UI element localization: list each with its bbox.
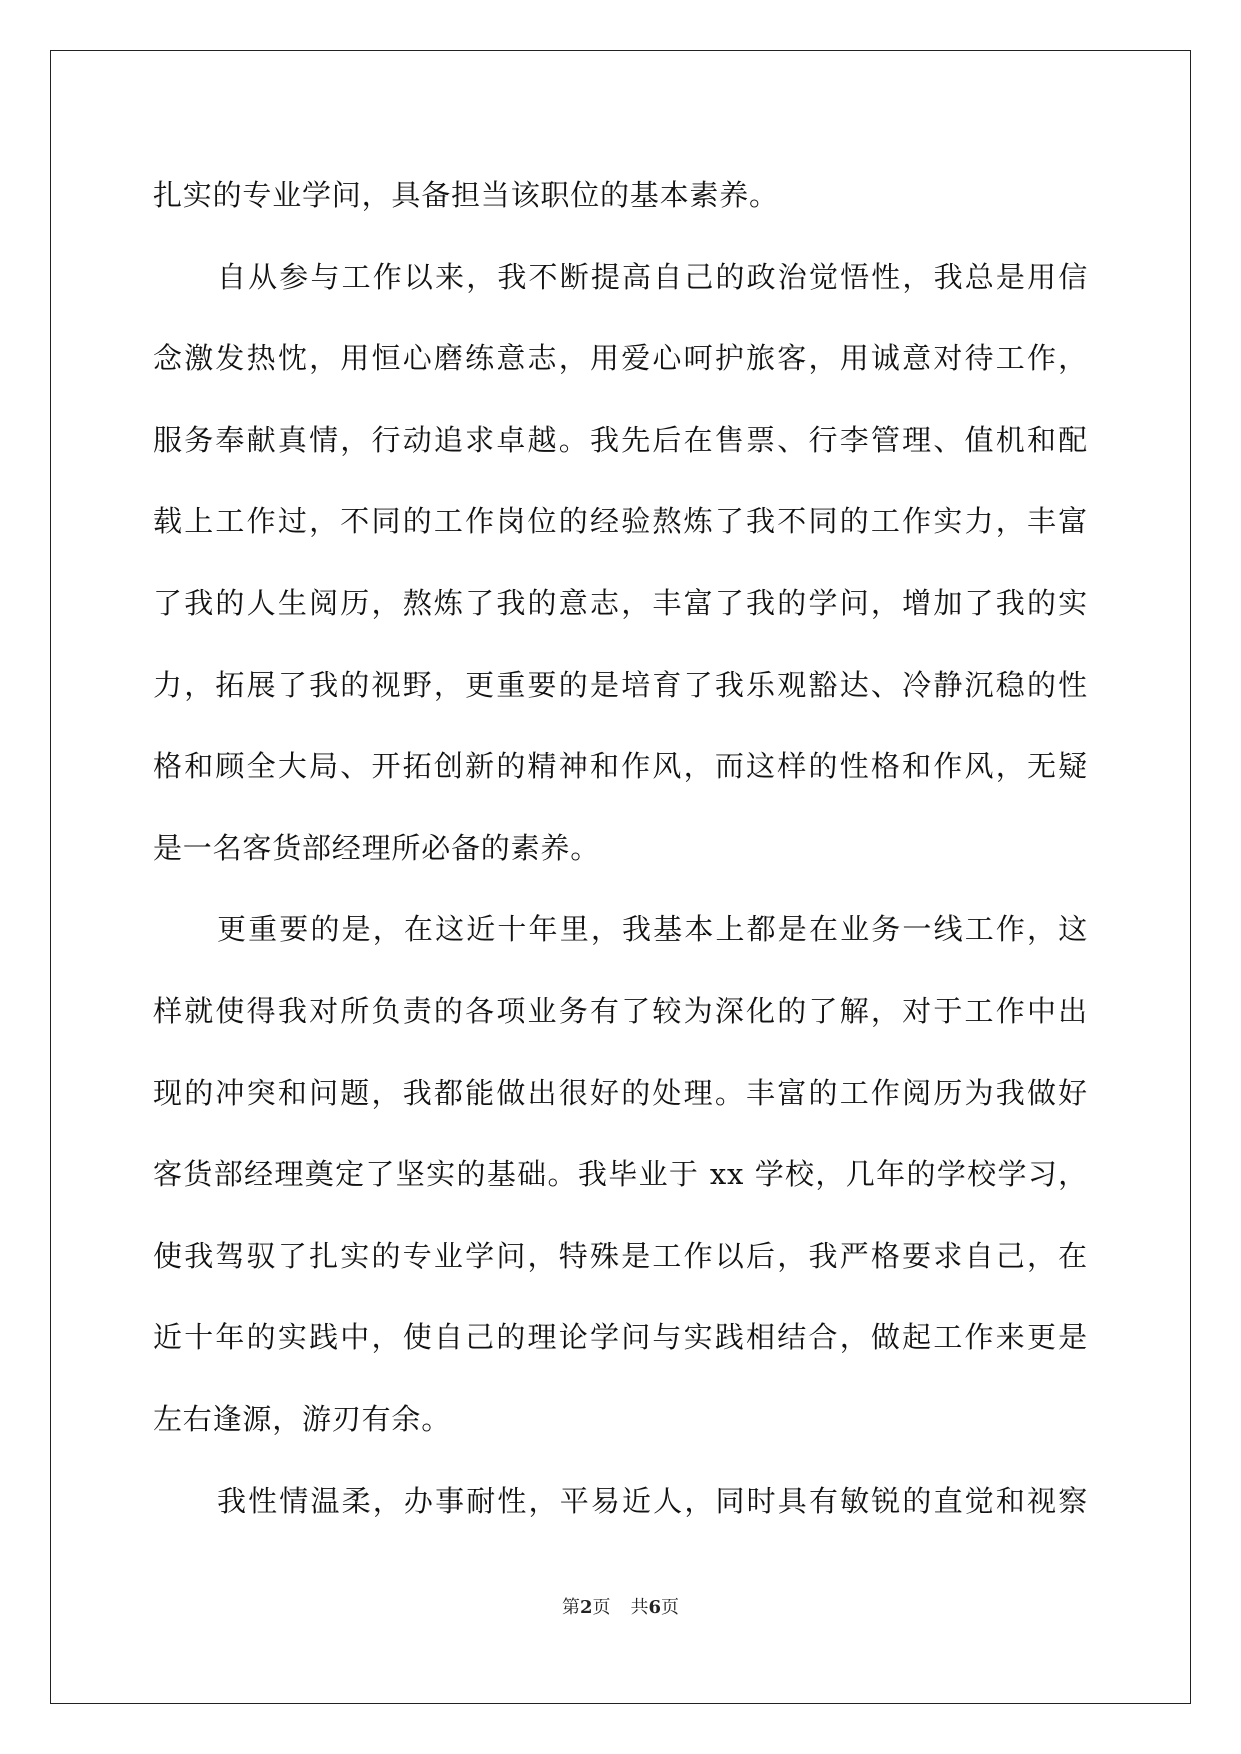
page-number: 2 <box>579 1597 593 1618</box>
page-footer <box>0 1593 1241 1619</box>
text-line: 我性情温柔，办事耐性，平易近人，同时具有敏锐的直觉和视察 <box>217 1483 1088 1518</box>
text-line: 现的冲突和问题，我都能做出很好的处理。丰富的工作阅历为我做好 <box>153 1075 1088 1110</box>
page-suffix: 页 <box>592 1597 611 1618</box>
text-line: 力，拓展了我的视野，更重要的是培育了我乐观豁达、冷静沉稳的性 <box>153 667 1088 702</box>
text-line: 近十年的实践中，使自己的理论学问与实践相结合，做起工作来更是 <box>153 1320 1088 1355</box>
text-line: 是一名客货部经理所必备的素养。 <box>153 830 601 865</box>
text-line: 服务奉献真情，行动追求卓越。我先后在售票、行李管理、值机和配 <box>153 422 1088 457</box>
text-line: 自从参与工作以来，我不断提高自己的政治觉悟性，我总是用信 <box>217 259 1088 294</box>
total-pages: 6 <box>648 1597 662 1618</box>
text-line: 样就使得我对所负责的各项业务有了较为深化的了解，对于工作中出 <box>153 993 1088 1028</box>
text-line: 使我驾驭了扎实的专业学问，特殊是工作以后，我严格要求自己，在 <box>153 1238 1088 1273</box>
document-body <box>153 155 1088 1542</box>
page-prefix: 第 <box>561 1597 580 1618</box>
total-suffix: 页 <box>661 1597 680 1618</box>
text-line: 了我的人生阅历，熬炼了我的意志，丰富了我的学问，增加了我的实 <box>153 585 1088 620</box>
text-line: 左右逢源，游刃有余。 <box>153 1401 452 1436</box>
text-line: 扎实的专业学问，具备担当该职位的基本素养。 <box>153 178 779 212</box>
text-line: 载上工作过，不同的工作岗位的经验熬炼了我不同的工作实力，丰富 <box>153 504 1088 539</box>
text-line: 客货部经理奠定了坚实的基础。我毕业于 xx 学校，几年的学校学习， <box>153 1157 1088 1192</box>
text-line: 念激发热忱，用恒心磨练意志，用爱心呵护旅客，用诚意对待工作， <box>153 341 1088 376</box>
text-line: 更重要的是，在这近十年里，我基本上都是在业务一线工作，这 <box>217 912 1088 947</box>
total-prefix: 共 <box>630 1597 649 1618</box>
text-line: 格和顾全大局、开拓创新的精神和作风，而这样的性格和作风，无疑 <box>153 749 1088 784</box>
